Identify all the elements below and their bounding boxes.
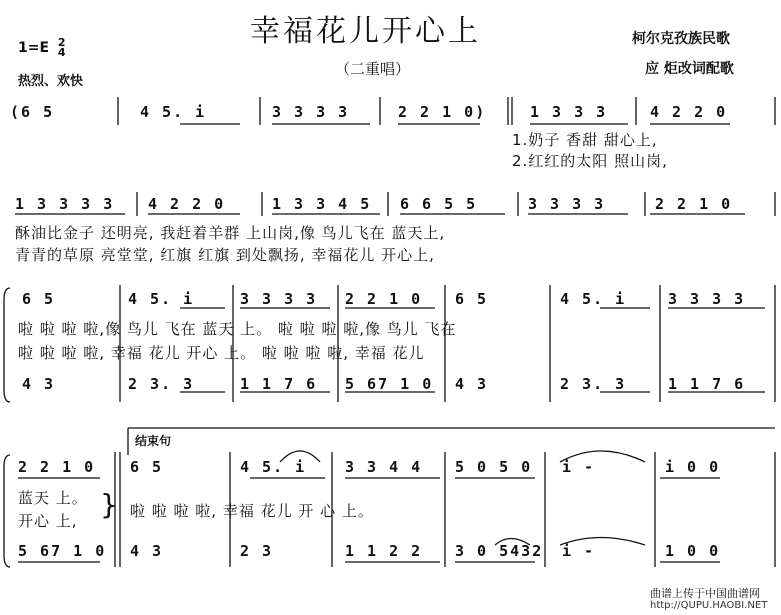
bar: 2 2 1 0 [18,458,96,476]
bar: 2 2 1 0 [655,195,733,213]
bar: (6 5 [10,103,55,121]
bar: 2 2 1 0) [398,103,487,121]
song-title: 幸福花儿开心上 [250,14,481,49]
bar: 1 3 3 3 [530,103,608,121]
song-subtitle: （二重唱） [335,60,411,78]
bar: 1 3 3 4 5 [272,195,372,213]
arranger-credit: 应 炬改词配歌 [645,61,734,77]
system4-lyric-a: 蓝天 上。 [18,489,88,507]
key-text: 1=E [18,40,50,56]
system2-lyric-verse2: 青青的草原 亮堂堂, 红旗 红旗 到处飘扬, 幸福花儿 开心上, [15,246,435,264]
bar: 3 3 4 4 [345,458,423,476]
bar: 1 3 3 3 3 [15,195,115,213]
bar: 1 0 0 [665,542,721,560]
bar: 4 5. i [140,103,207,121]
footer-url[interactable]: http://QUPU.HAOBI.NET [650,600,768,611]
tempo-marking: 热烈、欢快 [18,74,84,89]
bar: i - [562,458,596,476]
bar: 2 3. 3 [128,375,195,393]
bar: 1 1 7 6 [668,375,746,393]
bar: i - [562,542,596,560]
bar: 3 3 3 3 [668,290,746,308]
system1-lyric-verse1: 1.奶子 香甜 甜心上, [512,131,658,149]
bar: 4 5. i [128,290,195,308]
system1-notes [10,103,54,121]
bar: 3 0 5432 [455,542,544,560]
footer-text: 曲谱上传于中国曲谱网 [650,587,760,600]
bar: 4 5. i [240,458,307,476]
bar: 4 2 2 0 [650,103,728,121]
bar: i 0 0 [665,458,721,476]
bar: 3 3 3 3 [240,290,318,308]
bar: 4 2 2 0 [148,195,226,213]
bar: 2 3 [240,542,274,560]
bar: 2 3. 3 [560,375,627,393]
bar: 1 1 2 2 [345,542,423,560]
bar: 3 3 3 3 [528,195,606,213]
ending-label: 结束句 [135,434,172,448]
bar: 5 67 1 0 [345,375,434,393]
bar: 3 3 3 3 [272,103,350,121]
system4-lyric-b: 开心 上, [18,512,78,530]
origin-credit: 柯尔克孜族民歌 [632,31,730,47]
time-sig-bottom: 4 [57,46,66,59]
system1-lyric-verse2: 2.红红的太阳 照山岗, [512,152,668,170]
system4-lyric-main: 啦 啦 啦 啦, 幸福 花儿 开 心 上。 [130,502,374,520]
bar: 1 1 7 6 [240,375,318,393]
lyric-brace: } [100,488,119,521]
bar: 4 3 [455,375,489,393]
bar: 4 5. i [560,290,627,308]
bar: 4 3 [22,375,56,393]
system3-lyric-verse2: 啦 啦 啦 啦, 幸福 花儿 开心 上。 啦 啦 啦 啦, 幸福 花儿 [18,344,425,362]
bar: 6 6 5 5 [400,195,478,213]
bar: 6 5 [130,458,164,476]
bar: 5 0 5 0 [455,458,533,476]
bar: 6 5 [22,290,56,308]
system3-lyric-verse1: 啦 啦 啦 啦,像 鸟儿 飞在 蓝天 上。 啦 啦 啦 啦,像 鸟儿 飞在 [18,320,457,338]
system2-lyric-verse1: 酥油比金子 还明亮, 我赶着羊群 上山岗,像 鸟儿飞在 蓝天上, [15,224,446,242]
bar: 5 67 1 0 [18,542,107,560]
bar: 4 3 [130,542,164,560]
bar: 6 5 [455,290,489,308]
time-sig-top: 2 [57,36,66,49]
bar: 2 2 1 0 [345,290,423,308]
